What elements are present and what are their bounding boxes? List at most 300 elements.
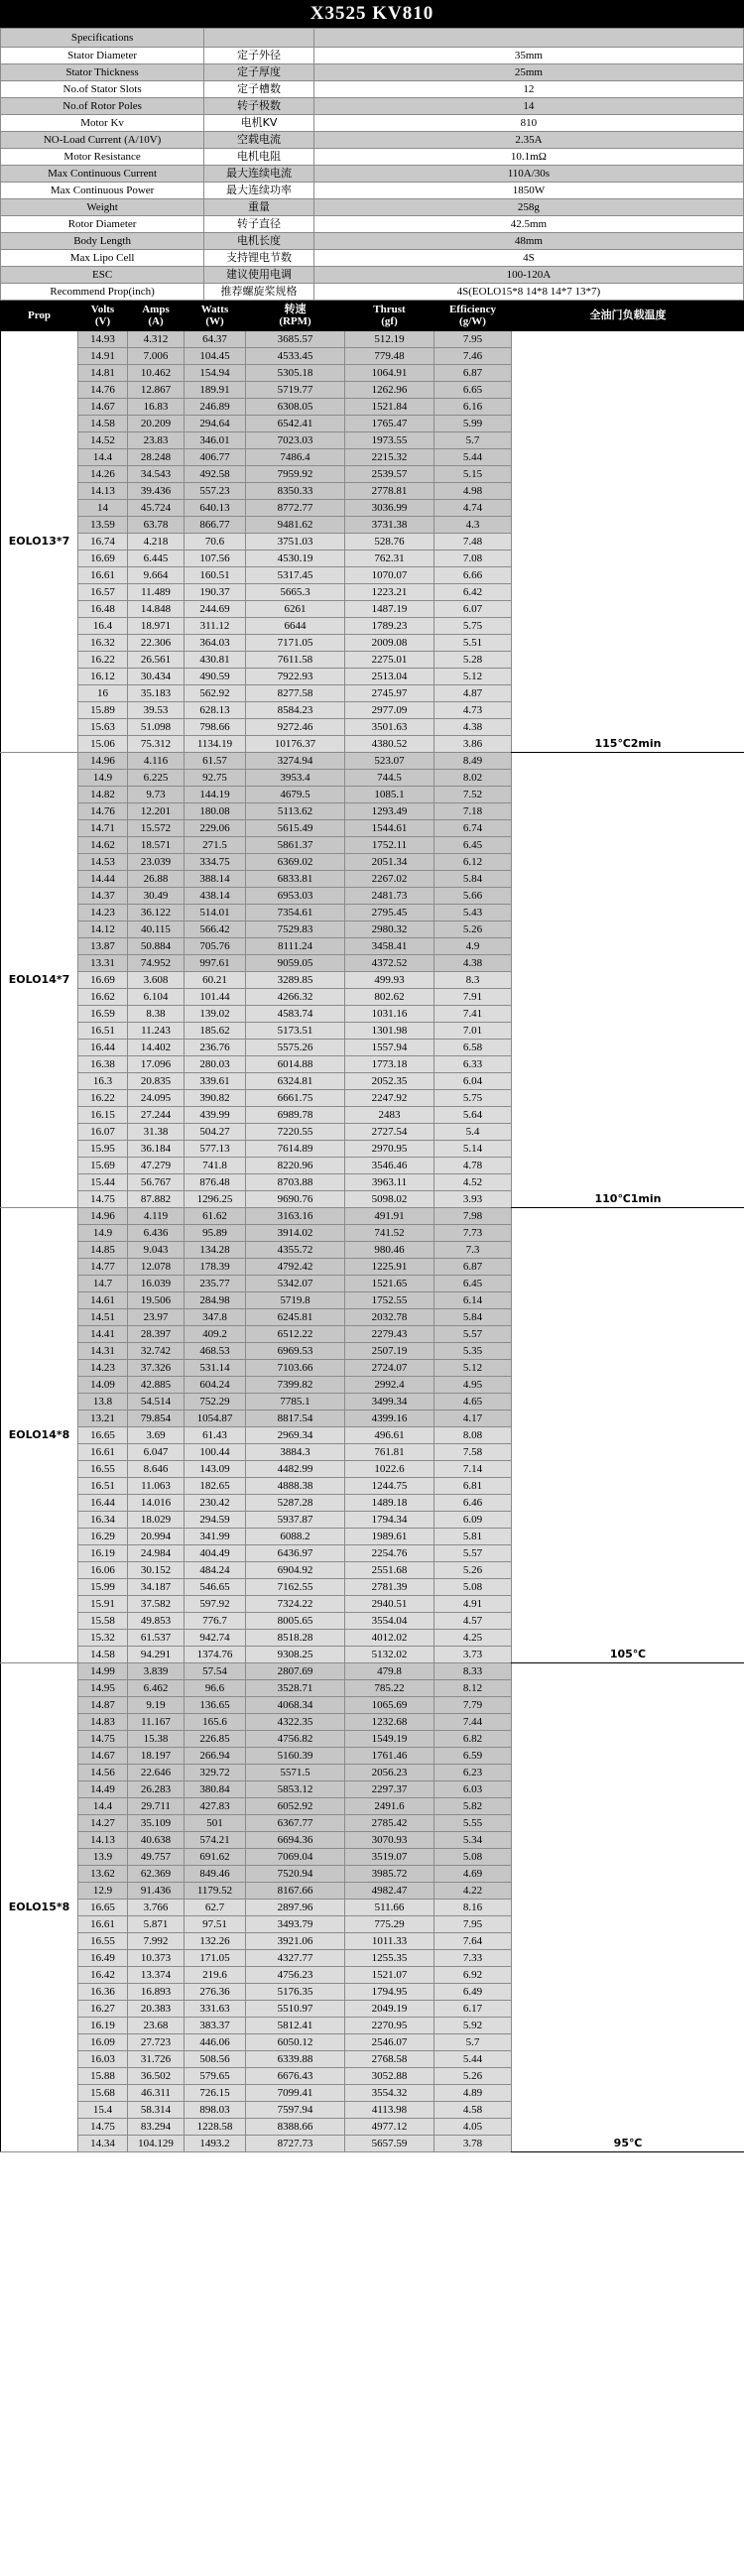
cell-thrust: 479.8 xyxy=(345,1663,434,1680)
cell-thrust: 2481.73 xyxy=(345,888,434,905)
cell-amps: 16.893 xyxy=(128,1984,185,2001)
cell-thrust: 2491.6 xyxy=(345,1798,434,1815)
cell-volts: 14.51 xyxy=(78,1309,128,1326)
cell-watts: 741.8 xyxy=(185,1158,246,1174)
cell-thrust: 4012.02 xyxy=(345,1630,434,1647)
cell-volts: 14.23 xyxy=(78,1360,128,1377)
cell-thrust: 1973.55 xyxy=(345,432,434,449)
column-header-prop xyxy=(1,302,78,331)
cell-efficiency: 6.45 xyxy=(434,837,512,854)
cell-thrust: 1794.34 xyxy=(345,1512,434,1529)
cell-watts: 339.61 xyxy=(185,1073,246,1090)
cell-watts: 230.42 xyxy=(185,1495,246,1512)
column-header-line1: Prop xyxy=(27,309,52,321)
cell-amps: 8.646 xyxy=(128,1461,185,1478)
cell-thrust: 2297.37 xyxy=(345,1781,434,1798)
cell-volts: 14.4 xyxy=(78,1798,128,1815)
cell-volts: 14.26 xyxy=(78,466,128,483)
cell-volts: 15.32 xyxy=(78,1630,128,1647)
cell-thrust: 4977.12 xyxy=(345,2119,434,2136)
cell-watts: 604.24 xyxy=(185,1377,246,1394)
cell-thrust: 744.5 xyxy=(345,770,434,787)
cell-watts: 61.43 xyxy=(185,1427,246,1444)
cell-watts: 640.13 xyxy=(185,500,246,517)
cell-efficiency: 5.57 xyxy=(434,1545,512,1562)
cell-thrust: 1521.65 xyxy=(345,1276,434,1292)
cell-thrust: 491.91 xyxy=(345,1208,434,1225)
cell-efficiency: 8.12 xyxy=(434,1680,512,1697)
cell-amps: 26.561 xyxy=(128,652,185,669)
cell-thrust: 1064.91 xyxy=(345,365,434,382)
column-header-line1: 全油门负载温度 xyxy=(589,308,667,321)
spec-label-cn: 定子槽数 xyxy=(204,81,314,98)
cell-watts: 182.65 xyxy=(185,1478,246,1495)
cell-thrust: 1794.95 xyxy=(345,1984,434,2001)
cell-volts: 14.31 xyxy=(78,1343,128,1360)
cell-rpm: 6369.02 xyxy=(246,854,345,871)
cell-thrust: 511.66 xyxy=(345,1900,434,1916)
cell-amps: 34.543 xyxy=(128,466,185,483)
spec-header-value-blank xyxy=(313,29,743,48)
cell-rpm: 5571.5 xyxy=(246,1765,345,1781)
cell-amps: 87.882 xyxy=(128,1191,185,1208)
cell-thrust: 1225.91 xyxy=(345,1259,434,1276)
cell-amps: 11.167 xyxy=(128,1714,185,1731)
cell-thrust: 2768.58 xyxy=(345,2051,434,2068)
cell-volts: 14.83 xyxy=(78,1714,128,1731)
cell-amps: 18.971 xyxy=(128,618,185,635)
cell-volts: 14.85 xyxy=(78,1242,128,1259)
cell-volts: 16.4 xyxy=(78,618,128,635)
cell-volts: 14.9 xyxy=(78,770,128,787)
cell-watts: 235.77 xyxy=(185,1276,246,1292)
cell-volts: 15.63 xyxy=(78,719,128,736)
cell-amps: 27.244 xyxy=(128,1107,185,1124)
cell-volts: 14.93 xyxy=(78,331,128,348)
cell-efficiency: 7.58 xyxy=(434,1444,512,1461)
cell-thrust: 512.19 xyxy=(345,331,434,348)
cell-efficiency: 3.73 xyxy=(434,1647,512,1663)
cell-efficiency: 5.08 xyxy=(434,1579,512,1596)
cell-rpm: 6367.77 xyxy=(246,1815,345,1832)
cell-efficiency: 5.12 xyxy=(434,669,512,685)
cell-volts: 14.23 xyxy=(78,905,128,921)
spec-row xyxy=(1,183,744,199)
cell-efficiency: 4.57 xyxy=(434,1613,512,1630)
spec-value: 10.1mΩ xyxy=(313,149,743,166)
cell-amps: 6.436 xyxy=(128,1225,185,1242)
cell-thrust: 1521.84 xyxy=(345,399,434,416)
cell-thrust: 4982.47 xyxy=(345,1883,434,1900)
cell-amps: 12.078 xyxy=(128,1259,185,1276)
cell-amps: 28.248 xyxy=(128,449,185,466)
spec-label-cn: 转子直径 xyxy=(204,216,314,233)
column-header-line1: Volts xyxy=(90,304,115,315)
cell-volts: 16 xyxy=(78,685,128,702)
cell-amps: 4.116 xyxy=(128,753,185,770)
spec-value: 110A/30s xyxy=(313,166,743,183)
cell-amps: 9.043 xyxy=(128,1242,185,1259)
cell-efficiency: 6.42 xyxy=(434,584,512,601)
cell-thrust: 1773.18 xyxy=(345,1056,434,1073)
cell-rpm: 8703.88 xyxy=(246,1174,345,1191)
cell-volts: 16.34 xyxy=(78,1512,128,1529)
cell-rpm: 3953.4 xyxy=(246,770,345,787)
cell-amps: 22.306 xyxy=(128,635,185,652)
cell-amps: 36.502 xyxy=(128,2068,185,2085)
cell-rpm: 4322.35 xyxy=(246,1714,345,1731)
cell-volts: 16.29 xyxy=(78,1529,128,1545)
cell-rpm: 6436.97 xyxy=(246,1545,345,1562)
cell-thrust: 1549.19 xyxy=(345,1731,434,1748)
cell-volts: 14.76 xyxy=(78,382,128,399)
cell-amps: 23.83 xyxy=(128,432,185,449)
spec-value: 4S(EOLO15*8 14*8 14*7 13*7) xyxy=(313,284,743,301)
cell-thrust: 3070.93 xyxy=(345,1832,434,1849)
cell-efficiency: 7.01 xyxy=(434,1023,512,1040)
cell-volts: 13.21 xyxy=(78,1411,128,1427)
spec-section-header xyxy=(1,29,744,48)
cell-efficiency: 5.26 xyxy=(434,921,512,938)
cell-volts: 14.49 xyxy=(78,1781,128,1798)
cell-thrust: 1031.16 xyxy=(345,1006,434,1023)
column-header-efficiency xyxy=(434,302,512,331)
cell-rpm: 5342.07 xyxy=(246,1276,345,1292)
cell-rpm: 8388.66 xyxy=(246,2119,345,2136)
cell-amps: 91.436 xyxy=(128,1883,185,1900)
cell-amps: 9.664 xyxy=(128,567,185,584)
cell-rpm: 2807.69 xyxy=(246,1663,345,1680)
spec-label-cn: 转子极数 xyxy=(204,98,314,115)
cell-amps: 18.029 xyxy=(128,1512,185,1529)
cell-rpm: 5575.26 xyxy=(246,1040,345,1056)
cell-watts: 490.59 xyxy=(185,669,246,685)
cell-volts: 16.51 xyxy=(78,1023,128,1040)
cell-efficiency: 5.84 xyxy=(434,871,512,888)
cell-amps: 4.218 xyxy=(128,534,185,551)
cell-rpm: 7614.89 xyxy=(246,1141,345,1158)
cell-efficiency: 6.82 xyxy=(434,1731,512,1748)
cell-amps: 3.839 xyxy=(128,1663,185,1680)
cell-thrust: 2745.97 xyxy=(345,685,434,702)
cell-amps: 39.436 xyxy=(128,483,185,500)
cell-rpm: 3914.02 xyxy=(246,1225,345,1242)
cell-rpm: 3884.3 xyxy=(246,1444,345,1461)
cell-amps: 45.724 xyxy=(128,500,185,517)
cell-efficiency: 6.17 xyxy=(434,2001,512,2018)
cell-efficiency: 5.26 xyxy=(434,2068,512,2085)
cell-thrust: 1232.68 xyxy=(345,1714,434,1731)
cell-amps: 18.571 xyxy=(128,837,185,854)
cell-watts: 61.57 xyxy=(185,753,246,770)
cell-thrust: 4372.52 xyxy=(345,955,434,972)
cell-efficiency: 6.66 xyxy=(434,567,512,584)
cell-amps: 26.283 xyxy=(128,1781,185,1798)
spec-label-cn: 最大连续电流 xyxy=(204,166,314,183)
cell-efficiency: 4.05 xyxy=(434,2119,512,2136)
cell-thrust: 3052.88 xyxy=(345,2068,434,2085)
cell-thrust: 1761.46 xyxy=(345,1748,434,1765)
cell-efficiency: 7.3 xyxy=(434,1242,512,1259)
cell-watts: 61.62 xyxy=(185,1208,246,1225)
spec-label-en: Stator Thickness xyxy=(1,64,204,81)
cell-rpm: 6953.03 xyxy=(246,888,345,905)
cell-thrust: 1301.98 xyxy=(345,1023,434,1040)
cell-watts: 876.48 xyxy=(185,1174,246,1191)
cell-amps: 23.68 xyxy=(128,2018,185,2034)
cell-rpm: 7785.1 xyxy=(246,1394,345,1411)
cell-watts: 1179.52 xyxy=(185,1883,246,1900)
cell-volts: 14.27 xyxy=(78,1815,128,1832)
cell-amps: 63.78 xyxy=(128,517,185,534)
cell-rpm: 4355.72 xyxy=(246,1242,345,1259)
cell-efficiency: 6.45 xyxy=(434,1276,512,1292)
cell-volts: 15.58 xyxy=(78,1613,128,1630)
cell-volts: 16.69 xyxy=(78,551,128,567)
temperature-value: 95℃ xyxy=(512,1663,744,2152)
temperature-value: 105℃ xyxy=(512,1208,744,1663)
cell-watts: 798.66 xyxy=(185,719,246,736)
cell-rpm: 6904.92 xyxy=(246,1562,345,1579)
cell-volts: 15.95 xyxy=(78,1141,128,1158)
cell-thrust: 2052.35 xyxy=(345,1073,434,1090)
cell-efficiency: 3.78 xyxy=(434,2136,512,2152)
cell-efficiency: 5.7 xyxy=(434,2034,512,2051)
spec-value: 258g xyxy=(313,199,743,216)
cell-thrust: 779.48 xyxy=(345,348,434,365)
cell-efficiency: 6.59 xyxy=(434,1748,512,1765)
cell-thrust: 5132.02 xyxy=(345,1647,434,1663)
cell-watts: 341.99 xyxy=(185,1529,246,1545)
cell-rpm: 5615.49 xyxy=(246,820,345,837)
cell-efficiency: 7.73 xyxy=(434,1225,512,1242)
cell-rpm: 9272.46 xyxy=(246,719,345,736)
cell-efficiency: 6.09 xyxy=(434,1512,512,1529)
cell-efficiency: 4.22 xyxy=(434,1883,512,1900)
cell-efficiency: 6.03 xyxy=(434,1781,512,1798)
cell-rpm: 2969.34 xyxy=(246,1427,345,1444)
cell-efficiency: 7.79 xyxy=(434,1697,512,1714)
spec-row xyxy=(1,267,744,284)
cell-rpm: 4679.5 xyxy=(246,787,345,803)
cell-thrust: 2970.95 xyxy=(345,1141,434,1158)
cell-amps: 3.69 xyxy=(128,1427,185,1444)
cell-amps: 51.098 xyxy=(128,719,185,736)
cell-watts: 427.83 xyxy=(185,1798,246,1815)
cell-thrust: 2551.68 xyxy=(345,1562,434,1579)
cell-efficiency: 7.08 xyxy=(434,551,512,567)
cell-thrust: 1752.11 xyxy=(345,837,434,854)
spec-label-cn: 电机KV xyxy=(204,115,314,132)
cell-thrust: 1223.21 xyxy=(345,584,434,601)
cell-amps: 46.311 xyxy=(128,2085,185,2102)
cell-amps: 6.047 xyxy=(128,1444,185,1461)
cell-amps: 54.514 xyxy=(128,1394,185,1411)
cell-watts: 219.6 xyxy=(185,1967,246,1984)
cell-watts: 705.76 xyxy=(185,938,246,955)
cell-efficiency: 6.58 xyxy=(434,1040,512,1056)
cell-rpm: 6694.36 xyxy=(246,1832,345,1849)
cell-amps: 16.039 xyxy=(128,1276,185,1292)
cell-thrust: 2049.19 xyxy=(345,2001,434,2018)
cell-thrust: 980.46 xyxy=(345,1242,434,1259)
cell-efficiency: 5.4 xyxy=(434,1124,512,1141)
cell-efficiency: 6.65 xyxy=(434,382,512,399)
cell-efficiency: 8.02 xyxy=(434,770,512,787)
cell-efficiency: 6.87 xyxy=(434,1259,512,1276)
cell-thrust: 3519.07 xyxy=(345,1849,434,1866)
cell-thrust: 1065.69 xyxy=(345,1697,434,1714)
spec-row xyxy=(1,233,744,250)
cell-efficiency: 6.04 xyxy=(434,1073,512,1090)
cell-amps: 12.867 xyxy=(128,382,185,399)
column-header-line1: Amps xyxy=(142,304,170,315)
cell-thrust: 3546.46 xyxy=(345,1158,434,1174)
cell-thrust: 2977.09 xyxy=(345,702,434,719)
cell-watts: 178.39 xyxy=(185,1259,246,1276)
cell-amps: 83.294 xyxy=(128,2119,185,2136)
spec-row xyxy=(1,284,744,301)
data-row xyxy=(1,331,744,348)
cell-amps: 4.119 xyxy=(128,1208,185,1225)
cell-volts: 14.37 xyxy=(78,888,128,905)
column-header-line2: (g/W) xyxy=(459,315,486,327)
cell-rpm: 4068.34 xyxy=(246,1697,345,1714)
cell-watts: 92.75 xyxy=(185,770,246,787)
cell-watts: 492.58 xyxy=(185,466,246,483)
spec-value: 14 xyxy=(313,98,743,115)
cell-volts: 16.19 xyxy=(78,2018,128,2034)
cell-volts: 14 xyxy=(78,500,128,517)
cell-efficiency: 4.3 xyxy=(434,517,512,534)
spec-value: 810 xyxy=(313,115,743,132)
cell-volts: 14.95 xyxy=(78,1680,128,1697)
cell-efficiency: 5.44 xyxy=(434,449,512,466)
cell-amps: 40.115 xyxy=(128,921,185,938)
spec-value: 100-120A xyxy=(313,267,743,284)
cell-rpm: 6052.92 xyxy=(246,1798,345,1815)
cell-volts: 15.88 xyxy=(78,2068,128,2085)
spec-row xyxy=(1,98,744,115)
cell-thrust: 2980.32 xyxy=(345,921,434,938)
cell-watts: 160.51 xyxy=(185,567,246,584)
spec-row xyxy=(1,132,744,149)
cell-watts: 468.53 xyxy=(185,1343,246,1360)
cell-efficiency: 5.35 xyxy=(434,1343,512,1360)
cell-efficiency: 6.12 xyxy=(434,854,512,871)
spec-section-label: Specifications xyxy=(1,29,204,48)
cell-efficiency: 5.82 xyxy=(434,1798,512,1815)
cell-efficiency: 4.38 xyxy=(434,719,512,736)
column-header-line1: 转速 xyxy=(284,303,307,315)
spec-label-en: No.of Stator Slots xyxy=(1,81,204,98)
cell-rpm: 6245.81 xyxy=(246,1309,345,1326)
cell-watts: 276.36 xyxy=(185,1984,246,2001)
cell-volts: 16.61 xyxy=(78,567,128,584)
cell-efficiency: 5.64 xyxy=(434,1107,512,1124)
cell-amps: 15.572 xyxy=(128,820,185,837)
cell-volts: 16.55 xyxy=(78,1461,128,1478)
cell-watts: 942.74 xyxy=(185,1630,246,1647)
spec-row xyxy=(1,216,744,233)
cell-watts: 331.63 xyxy=(185,2001,246,2018)
cell-watts: 383.37 xyxy=(185,2018,246,2034)
cell-thrust: 1557.94 xyxy=(345,1040,434,1056)
column-header-watts xyxy=(185,302,246,331)
prop-label: EOLO14*7 xyxy=(1,753,78,1208)
cell-watts: 562.92 xyxy=(185,685,246,702)
cell-rpm: 9308.25 xyxy=(246,1647,345,1663)
cell-efficiency: 4.17 xyxy=(434,1411,512,1427)
cell-watts: 139.02 xyxy=(185,1006,246,1023)
cell-thrust: 2513.04 xyxy=(345,669,434,685)
cell-efficiency: 4.95 xyxy=(434,1377,512,1394)
cell-rpm: 8277.58 xyxy=(246,685,345,702)
cell-efficiency: 5.44 xyxy=(434,2051,512,2068)
cell-thrust: 2724.07 xyxy=(345,1360,434,1377)
cell-watts: 380.84 xyxy=(185,1781,246,1798)
cell-amps: 18.197 xyxy=(128,1748,185,1765)
cell-watts: 501 xyxy=(185,1815,246,1832)
cell-volts: 14.13 xyxy=(78,1832,128,1849)
cell-volts: 16.55 xyxy=(78,1933,128,1950)
cell-amps: 27.723 xyxy=(128,2034,185,2051)
spec-label-cn: 最大连续功率 xyxy=(204,183,314,199)
cell-rpm: 6512.22 xyxy=(246,1326,345,1343)
cell-amps: 9.19 xyxy=(128,1697,185,1714)
cell-efficiency: 8.49 xyxy=(434,753,512,770)
cell-efficiency: 4.89 xyxy=(434,2085,512,2102)
spec-value: 35mm xyxy=(313,48,743,64)
cell-efficiency: 4.73 xyxy=(434,702,512,719)
cell-thrust: 2781.39 xyxy=(345,1579,434,1596)
cell-thrust: 3985.72 xyxy=(345,1866,434,1883)
cell-watts: 752.29 xyxy=(185,1394,246,1411)
cell-amps: 29.711 xyxy=(128,1798,185,1815)
cell-rpm: 7597.94 xyxy=(246,2102,345,2119)
cell-amps: 20.994 xyxy=(128,1529,185,1545)
cell-amps: 12.201 xyxy=(128,803,185,820)
temperature-value: 110℃1min xyxy=(512,753,744,1208)
cell-watts: 1228.58 xyxy=(185,2119,246,2136)
cell-thrust: 2254.76 xyxy=(345,1545,434,1562)
cell-volts: 16.49 xyxy=(78,1950,128,1967)
cell-efficiency: 5.12 xyxy=(434,1360,512,1377)
cell-watts: 165.6 xyxy=(185,1714,246,1731)
cell-rpm: 2897.96 xyxy=(246,1900,345,1916)
cell-rpm: 5176.35 xyxy=(246,1984,345,2001)
cell-thrust: 2267.02 xyxy=(345,871,434,888)
cell-thrust: 5098.02 xyxy=(345,1191,434,1208)
cell-amps: 42.885 xyxy=(128,1377,185,1394)
data-row xyxy=(1,1208,744,1225)
cell-rpm: 8817.54 xyxy=(246,1411,345,1427)
cell-efficiency: 5.57 xyxy=(434,1326,512,1343)
cell-rpm: 6969.53 xyxy=(246,1343,345,1360)
cell-thrust: 2539.57 xyxy=(345,466,434,483)
cell-watts: 334.75 xyxy=(185,854,246,871)
cell-rpm: 7162.55 xyxy=(246,1579,345,1596)
cell-amps: 37.326 xyxy=(128,1360,185,1377)
cell-rpm: 5812.41 xyxy=(246,2018,345,2034)
cell-efficiency: 6.92 xyxy=(434,1967,512,1984)
cell-efficiency: 5.08 xyxy=(434,1849,512,1866)
cell-efficiency: 7.64 xyxy=(434,1933,512,1950)
spec-value: 48mm xyxy=(313,233,743,250)
cell-amps: 49.853 xyxy=(128,1613,185,1630)
data-header-row xyxy=(1,302,744,331)
cell-thrust: 2483 xyxy=(345,1107,434,1124)
